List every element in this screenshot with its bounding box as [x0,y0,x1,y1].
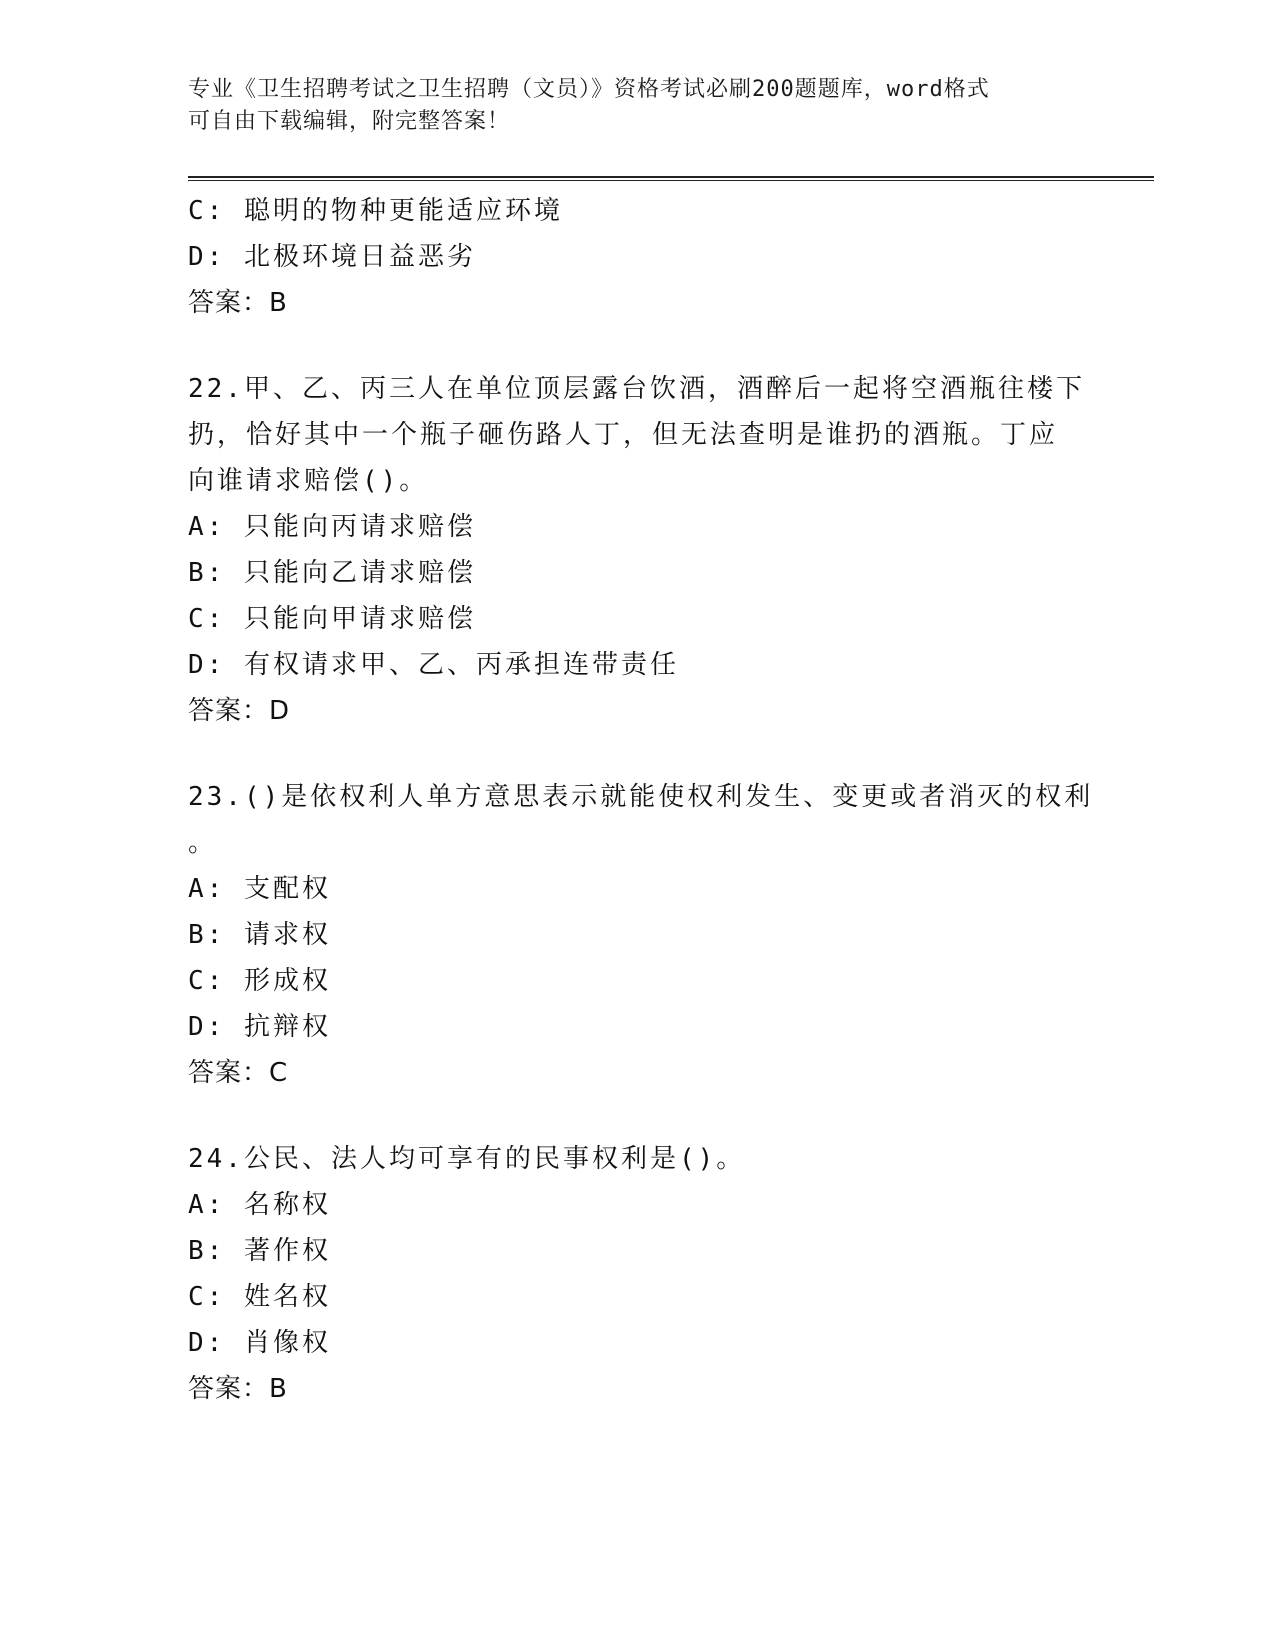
question-text-line: 24.公民、法人均可享有的民事权利是()。 [188,1144,746,1174]
answer-line: 答案：C [188,1058,289,1088]
option-c: C: 形成权 [188,966,331,996]
header-line-1: 专业《卫生招聘考试之卫生招聘（文员）》资格考试必刷200题题库，word格式 [188,77,990,102]
option-c: C: 姓名权 [188,1282,331,1312]
answer-line: 答案：B [188,288,288,318]
option-d: D: 有权请求甲、乙、丙承担连带责任 [188,650,679,680]
question-carryover [188,188,1088,326]
question-24 [188,1136,1088,1412]
question-text-line: 扔，恰好其中一个瓶子砸伤路人丁，但无法查明是谁扔的酒瓶。丁应 [188,420,1059,450]
question-text-line: 。 [188,828,218,858]
spacer [188,1096,1088,1136]
option-b: B: 著作权 [188,1236,331,1266]
option-c: C: 聪明的物种更能适应环境 [188,196,563,226]
option-d: D: 肖像权 [188,1328,331,1358]
question-23 [188,774,1094,1096]
document-header [188,74,1068,138]
question-text-line: 23.()是依权利人单方意思表示就能使权利发生、变更或者消灭的权利 [188,782,1094,812]
option-b: B: 只能向乙请求赔偿 [188,558,476,588]
option-c: C: 只能向甲请求赔偿 [188,604,476,634]
question-22 [188,366,1088,734]
option-d: D: 北极环境日益恶劣 [188,242,476,272]
question-list [188,188,1094,1412]
option-b: B: 请求权 [188,920,331,950]
header-line-2: 可自由下载编辑，附完整答案！ [188,109,511,134]
option-d: D: 抗辩权 [188,1012,331,1042]
spacer [188,326,1088,366]
answer-line: 答案：B [188,1374,288,1404]
option-a: A: 支配权 [188,874,331,904]
spacer [188,734,1088,774]
option-a: A: 只能向丙请求赔偿 [188,512,476,542]
question-text-line: 向谁请求赔偿()。 [188,466,429,496]
question-text-line: 22.甲、乙、丙三人在单位顶层露台饮酒，酒醉后一起将空酒瓶往楼下 [188,374,1085,404]
header-divider [188,176,1154,181]
answer-line: 答案：D [188,696,291,726]
option-a: A: 名称权 [188,1190,331,1220]
